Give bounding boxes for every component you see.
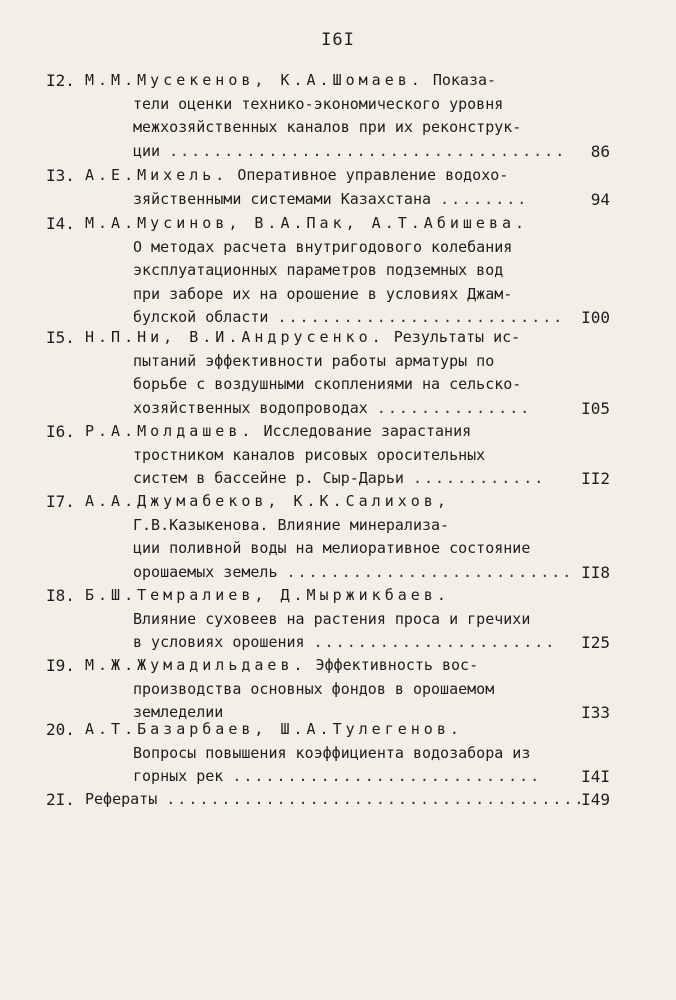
leader-dots: ........ — [440, 189, 529, 208]
entry-text — [85, 420, 555, 491]
entry-authors: А.Е.Михель. — [85, 166, 229, 184]
entry-number: I7. — [46, 492, 75, 511]
entry-number: I4. — [46, 214, 75, 233]
entry-line: Г.В.Казыкенова. Влияние минерализа- — [133, 515, 450, 534]
leader-dots: .......................... — [277, 308, 565, 326]
entry-authors: М.М.Мусекенов, К.А.Шомаев. — [85, 71, 424, 89]
entry-text — [85, 69, 567, 163]
entry-page: I25 — [581, 633, 610, 652]
entry-title-start: Результаты ис- — [393, 328, 521, 346]
entry-line: булской области — [133, 308, 269, 326]
entry-page: I4I — [581, 767, 610, 786]
leader-dots: .......................... — [286, 562, 574, 581]
entry-title-start: Рефераты — [85, 790, 158, 808]
entry-text — [85, 584, 555, 655]
entry-title-start: Исследование зарастания — [263, 422, 472, 440]
entry-line: тели оценки технико-экономического уровня — [133, 94, 504, 113]
entry-line: хозяйственных водопроводах — [133, 398, 368, 417]
entry-page: I05 — [581, 398, 610, 418]
leader-dots: ............................ — [232, 767, 542, 785]
entry-line: тростником каналов рисовых оросительных — [133, 445, 486, 464]
leader-dots: ...................................... — [166, 790, 586, 808]
entry-title-start: Оперативное управление водохо- — [237, 166, 509, 184]
entry-authors: М.Ж.Жумадильдаев. — [85, 656, 307, 674]
entry-line: производства основных фондов в орошаемом — [133, 679, 495, 698]
entry-page: I49 — [581, 790, 610, 809]
entry-page: I00 — [581, 308, 610, 327]
entry-number: I3. — [46, 166, 75, 185]
entry-line: эксплуатационных параметров подземных вод — [133, 261, 504, 279]
entry-text — [85, 164, 555, 211]
entry-number: I6. — [46, 422, 75, 441]
entry-line: в условиях орошения — [133, 633, 305, 651]
entry-authors: Р.А.Молдашев. — [85, 422, 255, 440]
entry-title-start: Эффективность вос- — [315, 656, 479, 674]
entry-line: межхозяйственных каналов при их реконструк- — [133, 118, 522, 136]
entry-line: пытаний эффективности работы арматуры по — [133, 351, 495, 370]
leader-dots: .................................... — [169, 141, 567, 160]
leader-dots: .............. — [376, 398, 532, 417]
entry-number: 20. — [46, 720, 75, 739]
entry-title-start: Показа- — [432, 71, 497, 89]
entry-page: 94 — [590, 189, 610, 209]
entry-number: I8. — [46, 586, 75, 605]
leader-dots: ............ — [412, 469, 546, 487]
entry-text — [85, 788, 586, 812]
entry-authors: Н.П.Ни, В.И.Андрусенко. — [85, 328, 385, 346]
entry-text — [85, 212, 565, 330]
entry-text — [85, 326, 555, 420]
entry-line: земледелии — [133, 703, 224, 721]
entry-page: II8 — [581, 562, 610, 582]
entry-text — [85, 490, 574, 584]
entry-line: систем в бассейне р. Сыр-Дарьи — [133, 469, 404, 487]
entry-page: 86 — [590, 141, 610, 161]
entry-authors: А.А.Джумабеков, К.К.Салихов, — [85, 492, 450, 510]
entry-authors: М.А.Мусинов, В.А.Пак, А.Т.Абишева. — [85, 214, 529, 232]
entry-line: Влияние суховеев на растения проса и гречихи — [133, 609, 531, 628]
entry-line: Вопросы повышения коэффициента водозабора из — [133, 743, 531, 762]
entry-line: горных рек — [133, 767, 224, 785]
entry-line: борьбе с воздушными скоплениями на сельско- — [133, 375, 522, 393]
entry-line: ции поливной воды на мелиоративное состояние — [133, 539, 531, 557]
entry-text — [85, 654, 555, 725]
entry-line: зяйственными системами Казахстана — [133, 189, 432, 208]
entry-authors: А.Т.Базарбаев, Ш.А.Тулегенов. — [85, 720, 463, 738]
entry-line: ции — [133, 141, 161, 160]
leader-dots: ...................... — [313, 633, 557, 651]
entry-page: I33 — [581, 703, 610, 722]
entry-number: I5. — [46, 328, 75, 347]
entry-number: I2. — [46, 71, 75, 90]
entry-number: 2I. — [46, 790, 75, 809]
entry-line: О методах расчета внутригодового колебания — [133, 237, 513, 256]
entry-text — [85, 718, 555, 789]
entry-page: II2 — [581, 469, 610, 488]
entry-line: при заборе их на орошение в условиях Джам- — [133, 284, 513, 303]
entry-number: I9. — [46, 656, 75, 675]
entry-line: орошаемых земель — [133, 562, 278, 581]
entry-authors: Б.Ш.Темралиев, Д.Мыржикбаев. — [85, 586, 450, 604]
page-number: I6I — [321, 30, 355, 50]
